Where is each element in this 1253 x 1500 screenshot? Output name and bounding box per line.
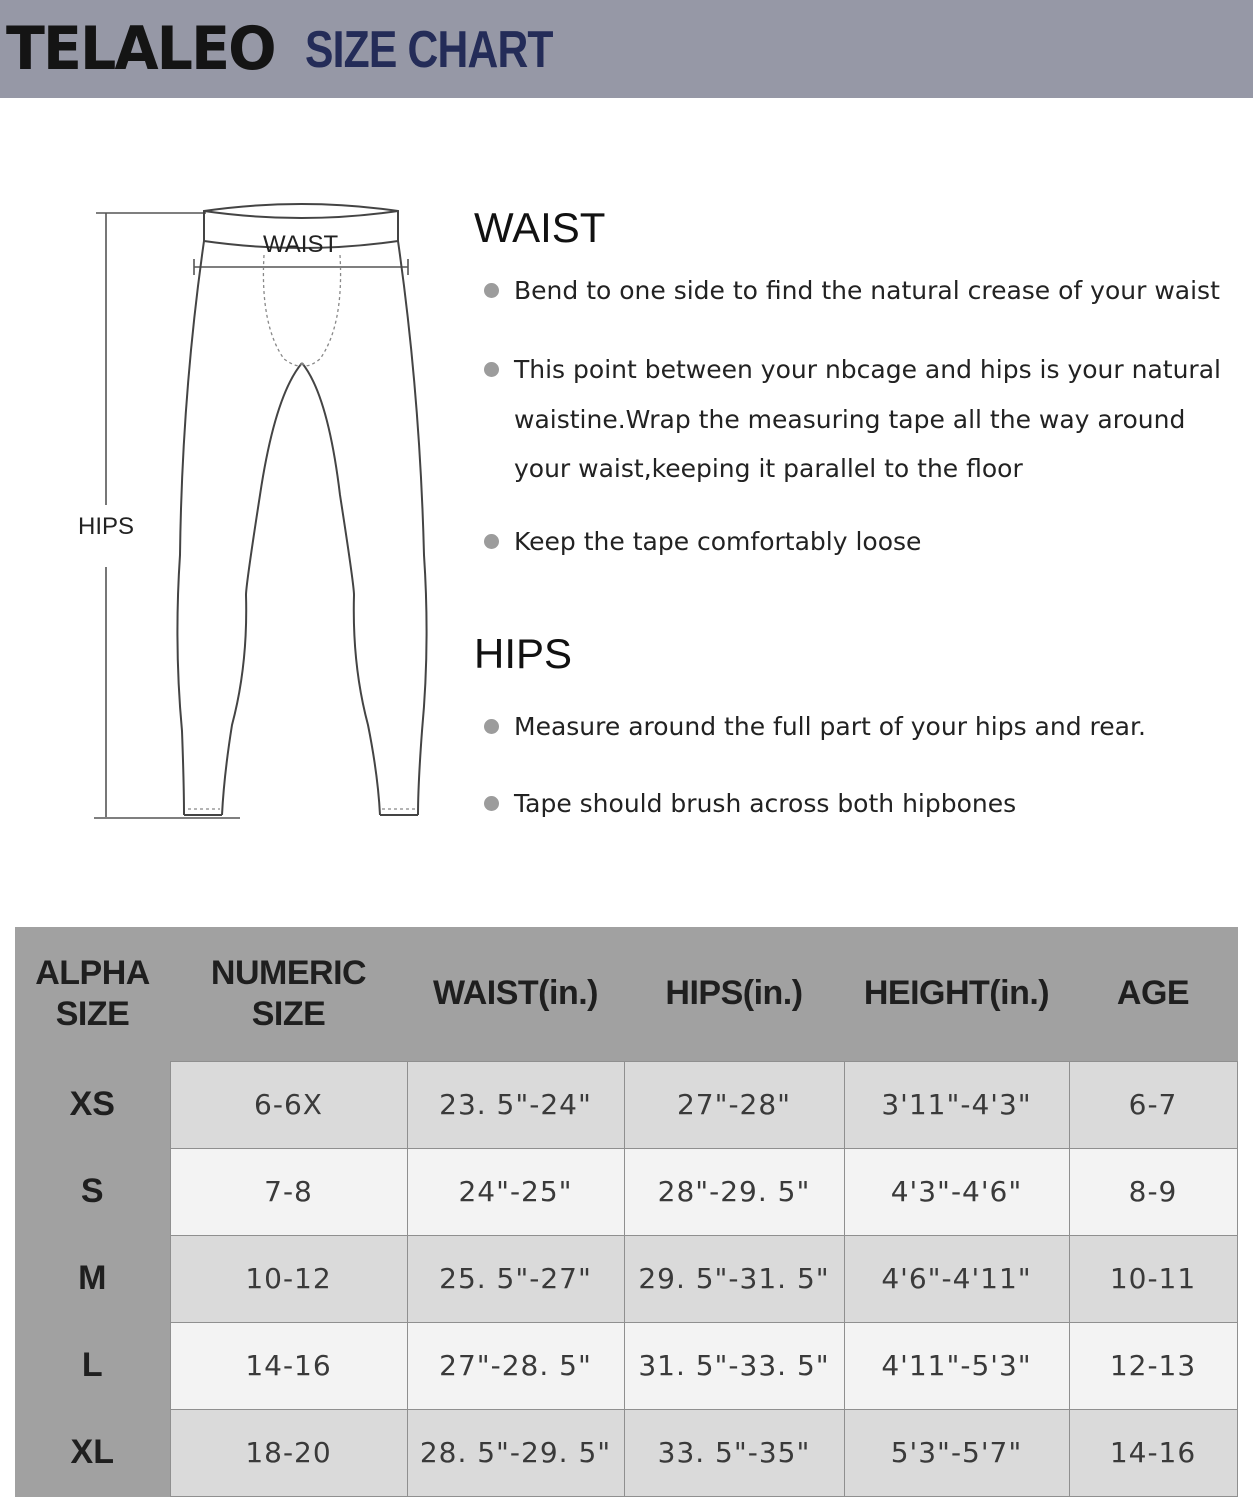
waist-bullet-1 [484,266,1244,316]
alpha-size-cell: S [15,1148,170,1235]
age-cell: 8-9 [1069,1148,1237,1235]
hips-cell: 29. 5"-31. 5" [624,1235,844,1322]
waist-bullet-2 [484,345,1239,494]
col-header-hips: HIPS(in.) [665,974,803,1013]
header-band [0,0,1253,98]
bullet-dot-icon [484,534,499,549]
col-header-numeric-size: NUMERIC SIZE [210,953,367,1033]
col-header-age: AGE [1116,974,1190,1013]
waist-cell: 25. 5"-27" [407,1235,624,1322]
waist-heading: WAIST [474,204,606,251]
table-row [15,1235,1237,1322]
numeric-size-cell: 7-8 [170,1148,407,1235]
height-cell: 3'11"-4'3" [844,1061,1069,1148]
waist-cell: 23. 5"-24" [407,1061,624,1148]
numeric-size-cell: 6-6X [170,1061,407,1148]
col-header-height: HEIGHT(in.) [863,974,1050,1013]
size-chart-title: SIZE CHART [305,21,553,79]
age-cell: 12-13 [1069,1322,1237,1409]
bullet-dot-icon [484,283,499,298]
height-cell: 4'6"-4'11" [844,1235,1069,1322]
waist-cell: 27"-28. 5" [407,1322,624,1409]
alpha-size-cell: L [15,1322,170,1409]
bullet-dot-icon [484,796,499,811]
height-cell: 4'3"-4'6" [844,1148,1069,1235]
numeric-size-cell: 18-20 [170,1409,407,1496]
alpha-size-cell: XL [15,1409,170,1496]
waist-measure-label: WAIST [263,231,339,258]
col-header-waist: WAIST(in.) [433,974,598,1013]
numeric-size-cell: 10-12 [170,1235,407,1322]
waist-bullet-3 [484,517,1244,567]
age-cell: 10-11 [1069,1235,1237,1322]
waist-cell: 24"-25" [407,1148,624,1235]
bullet-text: Keep the tape comfortably loose [514,527,922,556]
table-header-row [15,927,1237,1061]
leggings-illustration [70,195,450,835]
height-cell: 4'11"-5'3" [844,1322,1069,1409]
height-cell: 5'3"-5'7" [844,1409,1069,1496]
hips-cell: 31. 5"-33. 5" [624,1322,844,1409]
hips-cell: 28"-29. 5" [624,1148,844,1235]
size-chart-table [15,927,1238,1497]
hips-cell: 33. 5"-35" [624,1409,844,1496]
table-row [15,1148,1237,1235]
bullet-text: This point between your nbcage and hips is your natural waistine.Wrap the measuring tape all the way around your waist,keeping it parallel to the floor [514,355,1221,483]
col-header-alpha-size: ALPHA SIZE [35,954,150,1033]
gusset-stitching [188,255,416,809]
brand-logo: TELALEO [6,14,275,84]
leggings-outline [177,204,426,815]
bullet-dot-icon [484,362,499,377]
hips-bullet-2 [484,779,1244,829]
hips-cell: 27"-28" [624,1061,844,1148]
alpha-size-cell: XS [15,1061,170,1148]
hips-measure-label: HIPS [78,513,135,540]
age-cell: 14-16 [1069,1409,1237,1496]
bullet-text: Measure around the full part of your hips and rear. [514,712,1146,741]
table-row [15,1409,1237,1496]
age-cell: 6-7 [1069,1061,1237,1148]
hips-bullet-1 [484,702,1244,752]
bullet-text: Bend to one side to find the natural crease of your waist [514,276,1220,305]
alpha-size-cell: M [15,1235,170,1322]
bullet-text: Tape should brush across both hipbones [514,789,1017,818]
table-row [15,1061,1237,1148]
numeric-size-cell: 14-16 [170,1322,407,1409]
hips-heading: HIPS [474,630,573,677]
bullet-dot-icon [484,719,499,734]
table-row [15,1322,1237,1409]
waist-cell: 28. 5"-29. 5" [407,1409,624,1496]
